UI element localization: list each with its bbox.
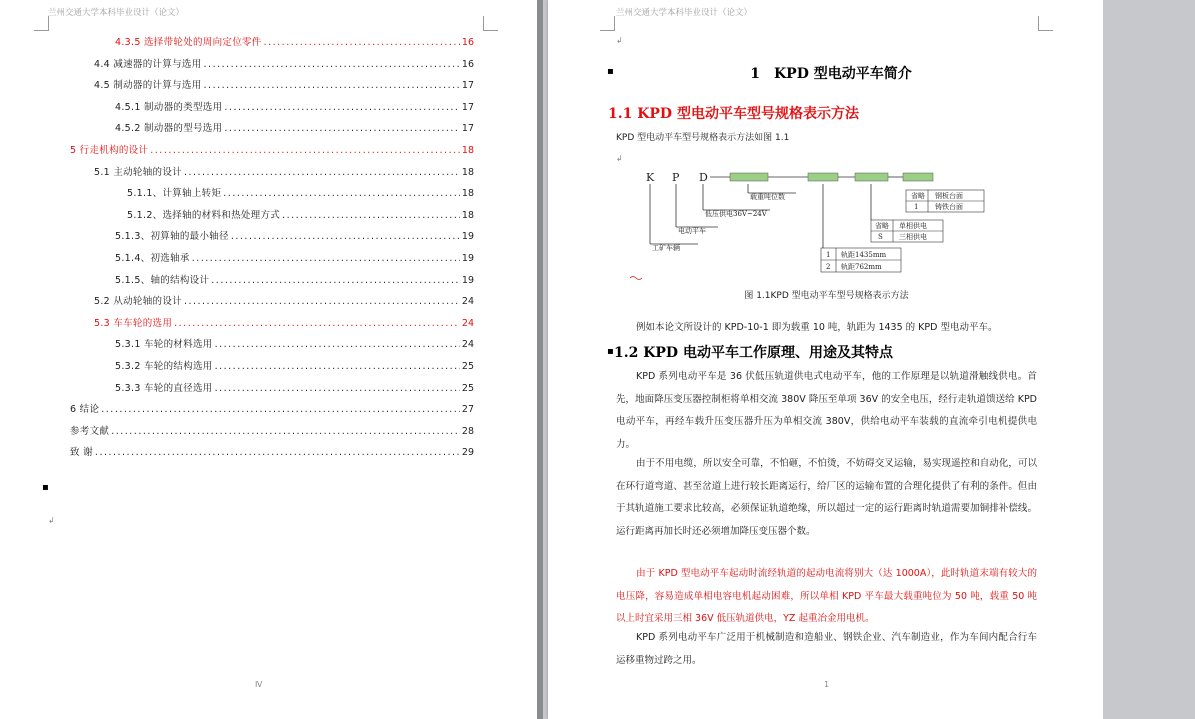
toc-entry[interactable] [70,403,474,417]
body-paragraph-1: KPD 系列电动平车是 36 伏低压轨道供电式电动平车，他的工作原理是以轨道滑触线供电。首先，地面降压变压器控制柜将单相交流 380V 降压至单项 36V 的安全电压，经行走轨道馈送给 KPD 电动平车，再经车载升压变压器升压为单相交流 380V，供给电动平车装载的直流牵引电机提供电力。 [616,371,1037,450]
toc-entry[interactable] [115,382,474,396]
toc-page-number: 18 [461,188,474,200]
toc-entry[interactable] [127,209,474,223]
toc-entry-title: 4.4 减速器的计算与选用 [94,58,202,70]
toc-page-number: 25 [461,361,474,372]
table-top-cell: 省略 [911,192,925,200]
toc-entry-title: 4.3.5 选择带轮处的周向定位零件 [115,37,262,48]
document-background [1103,0,1195,719]
section-heading-1-1: 1.1 KPD 型电动平车型号规格表示方法 [608,106,859,122]
toc-leader-dots [95,446,460,460]
toc-page-number: 24 [461,317,474,329]
toc-page-number: 27 [461,404,474,416]
toc-leader-dots [215,360,460,374]
letter-p: P [672,171,680,184]
table-bot-cell: 2 [826,263,831,271]
toc-entry-title: 5.1.3、初算轴的最小轴径 [115,231,229,243]
toc-entry[interactable] [115,252,474,266]
toc-leader-dots [174,317,460,331]
toc-leader-dots [264,36,460,50]
toc-leader-dots [150,144,460,158]
margin-corner-mark [34,16,49,31]
toc-page-number: 29 [461,447,474,459]
toc-page-number: 19 [461,274,474,286]
left-document-page [0,0,537,719]
toc-page-number: 17 [461,80,474,92]
toc-entry[interactable] [94,58,474,72]
toc-leader-dots [101,403,460,417]
toc-entry-title: 参考文献 [70,425,110,437]
toc-entry-title: 5.3.3 车轮的直径选用 [115,382,213,394]
body-paragraph-3: 由于 KPD 型电动平车起动时流经轨道的起动电流将别大（达 1000A），此时轨道末端有较大的电压降，容易造成单相电容电机起动困难，所以单相 KPD 平车最大载重吨位为 50 吨，载重 50 吨以上时宜采用三相 36V 低压轨道供电，YZ 起重冶金用电机。 [616,568,1037,625]
toc-leader-dots [192,252,460,266]
toc-entry[interactable] [94,317,474,331]
toc-entry-title: 4.5 制动器的计算与选用 [94,80,202,92]
label-tonnage: 载重吨位数 [750,193,785,201]
margin-corner-mark [483,16,498,31]
table-top-cell: 铸铁台面 [935,203,963,211]
toc-entry-title: 4.5.1 制动器的类型选用 [115,101,223,113]
figure-caption: 图 1.1KPD 型电动平车型号规格表示方法 [744,291,909,301]
section-heading-1-2: 1.2 KPD 电动平车工作原理、用途及其特点 [614,345,893,361]
spellcheck-squiggle [630,277,642,280]
code-box-power [855,173,888,181]
toc-leader-dots [231,230,460,244]
toc-page-number: 16 [461,37,474,48]
table-mid-cell: 单相供电 [899,222,927,230]
toc-entry-title: 6 结论 [70,404,100,416]
page-header-left: 兰州交通大学本科毕业设计（论文） [48,8,185,18]
margin-corner-mark [600,16,615,31]
letter-d: D [699,171,708,184]
kpd-model-diagram [628,162,1000,280]
toc-entry[interactable] [115,338,474,352]
toc-leader-dots [223,187,460,201]
example-paragraph: 例如本论文所设计的 KPD-10-1 即为载重 10 吨，轨距为 1435 的 KPD 型电动平车。 [636,322,998,333]
toc-leader-dots [111,425,460,439]
toc-page-number: 24 [461,339,474,351]
table-mid-cell: S [878,233,883,241]
toc-page-number: 18 [461,209,474,221]
toc-entry[interactable] [94,295,474,309]
paragraph-mark: ↲ [616,36,623,45]
toc-entry[interactable] [115,360,474,374]
toc-leader-dots [215,338,460,352]
toc-leader-dots [224,101,460,115]
margin-corner-mark [1038,16,1053,31]
toc-page-number: 17 [461,123,474,135]
table-top-cell: 钢板台面 [935,192,963,200]
toc-entry[interactable] [115,36,474,50]
toc-entry-title: 致 谢 [70,447,93,459]
toc-entry[interactable] [115,230,474,244]
paragraph-mark: ↲ [616,154,623,163]
paragraph-bullet-mark: ▪ [42,482,49,493]
code-box-surface [903,173,933,181]
body-paragraph-4: KPD 系列电动平车广泛用于机械制造和造船业、钢铁企业、汽车制造业，作为车间内配合行车运移重物过跨之用。 [616,632,1037,666]
letter-k: K [646,171,655,184]
table-mid-cell: 省略 [875,222,889,230]
label-mine-car: 工矿车辆 [652,244,680,252]
page-number-footer: 1 [824,680,830,689]
paragraph-bullet-mark: ▪ [607,66,614,77]
toc-entry-title: 5.1.4、初选轴承 [115,253,190,264]
toc-page-number: 17 [461,101,474,113]
toc-page-number: 18 [461,166,474,178]
toc-page-number: 24 [461,296,474,308]
toc-page-number: 16 [461,58,474,70]
chapter-title: 1 KPD 型电动平车简介 [750,66,912,82]
toc-entry[interactable] [94,166,474,180]
toc-entry-title: 5.3.2 车轮的结构选用 [115,361,213,372]
page-number-footer: Ⅳ [255,680,263,689]
table-bot-cell: 1 [826,251,831,259]
label-low-voltage: 低压供电36V~24V [705,210,767,218]
toc-entry[interactable] [115,274,474,288]
toc-entry[interactable] [115,101,474,115]
toc-entry[interactable] [70,144,474,158]
label-electric-car: 电动平车 [678,227,706,235]
toc-page-number: 25 [461,382,474,394]
toc-page-number: 18 [461,145,474,156]
toc-leader-dots [282,209,460,223]
paragraph-bullet-mark: ▪ [607,346,614,357]
body-paragraph-2: 由于不用电缆，所以安全可靠，不怕砸，不怕烫，不妨碍交叉运输，易实现遥控和自动化，可以在环行道弯道、甚至岔道上进行较长距离运行，给厂区的运输布置的合理化提供了有利的条件。但由于其轨道施工要求比较高，必须保证轨道绝缘，所以超过一定的运行距离时轨道需要加铜排补偿线。运行距离再加长时还必须增加降压变压器个数。 [616,458,1037,537]
toc-leader-dots [211,274,460,288]
toc-page-number: 19 [461,253,474,264]
toc-leader-dots [184,166,460,180]
toc-page-number: 19 [461,231,474,243]
paragraph-mark: ↲ [48,516,55,525]
toc-leader-dots [224,122,460,136]
toc-entry-title: 5.1.1、计算轴上转矩 [127,188,222,200]
toc-entry[interactable] [127,187,474,201]
table-top-cell: 1 [914,203,919,211]
code-box-tonnage [730,173,768,181]
toc-entry[interactable] [70,425,474,439]
table-mid-cell: 三相供电 [899,233,927,241]
toc-leader-dots [204,79,460,93]
toc-page-number: 28 [461,425,474,437]
toc-leader-dots [204,58,460,72]
toc-entry-title: 5.1 主动轮轴的设计 [94,166,182,178]
page-gap [537,0,543,719]
section-intro-text: KPD 型电动平车型号规格表示方法如图 1.1 [616,133,790,143]
toc-entry-title: 5 行走机构的设计 [70,145,149,156]
toc-entry-title: 5.2 从动轮轴的设计 [94,296,182,308]
toc-entry-title: 4.5.2 制动器的型号选用 [115,123,223,135]
toc-entry[interactable] [70,446,474,460]
page-header-right: 兰州交通大学本科毕业设计（论文） [616,8,753,18]
toc-entry[interactable] [115,122,474,136]
code-box-gauge [808,173,838,181]
toc-entry[interactable] [94,79,474,93]
toc-entry-title: 5.3.1 车轮的材料选用 [115,339,213,351]
toc-entry-title: 5.1.2、选择轴的材料和热处理方式 [127,209,281,221]
table-bot-cell: 轨距1435mm [841,251,887,259]
toc-leader-dots [215,382,460,396]
toc-entry-title: 5.3 车车轮的选用 [94,317,173,329]
toc-leader-dots [184,295,460,309]
table-bot-cell: 轨距762mm [841,263,882,271]
toc-entry-title: 5.1.5、轴的结构设计 [115,274,210,286]
